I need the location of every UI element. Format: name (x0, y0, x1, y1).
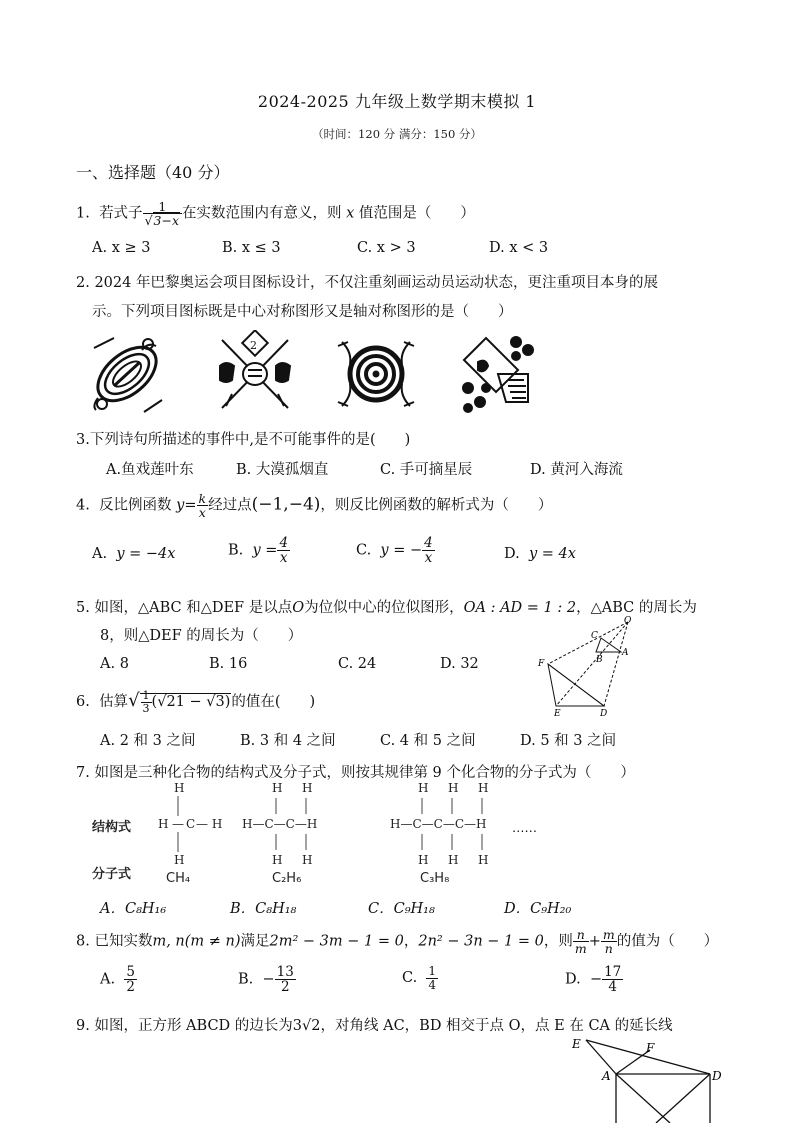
q8-frac-2-num: m (602, 927, 615, 942)
svg-text:H: H (418, 853, 429, 867)
q4-option-d (504, 546, 576, 562)
section-heading: 一、选择题（40 分） (76, 163, 230, 182)
svg-text:H: H (448, 853, 459, 867)
q6-root-sign: √ (128, 690, 140, 712)
q8-option-c (402, 965, 438, 991)
q8-option-b-den: 2 (280, 979, 290, 996)
q4-option-b-den: x (279, 550, 288, 567)
q4-option-c-den: x (424, 550, 433, 567)
q8-eq-2: 2n² − 3n − 1 = 0 (418, 933, 544, 950)
svg-text:H: H (174, 781, 185, 795)
q8-option-b (238, 965, 296, 994)
svg-text:— H: — H (196, 817, 223, 831)
q5-ratio: OA : AD = 1 : 2 (463, 600, 577, 616)
q5-label-o: O (624, 616, 632, 626)
q1-option-a: A. x ≥ 3 (92, 240, 151, 256)
svg-text:2: 2 (250, 339, 257, 352)
q5-option-d: D. 32 (440, 656, 479, 672)
q4-pre: 反比例函数 (99, 497, 172, 514)
q3-option-d: D. 黄河入海流 (530, 462, 623, 478)
q8-option-d-label: D. (565, 971, 581, 988)
basketball-court-icon (456, 330, 542, 418)
question-8 (76, 928, 718, 955)
svg-text:H—C—C—H: H—C—C—H (242, 817, 318, 831)
q4-y: y (176, 497, 185, 514)
q9-square-figure (560, 1034, 730, 1123)
q8-option-c-frac (426, 965, 438, 991)
q4-mid: 经过点 (208, 497, 252, 514)
q1-post2: 值范围是（ ） (358, 205, 475, 222)
q7-label-formula: 分子式 (92, 867, 132, 882)
q7-option-b: B．C₈H₁₈ (230, 901, 297, 917)
q6-root-body (140, 689, 232, 715)
q4-option-d-expr: y = 4x (528, 546, 576, 562)
svg-text:H: H (272, 781, 283, 795)
q5-o: O (292, 600, 305, 616)
q4-option-d-label: D. (504, 546, 520, 562)
svg-text:H: H (302, 853, 313, 867)
q7-label-struct: 结构式 (92, 820, 132, 835)
q8-option-a-label: A. (100, 971, 116, 988)
q1-option-b: B. x ≤ 3 (222, 240, 281, 256)
q2-line-1: 2. 2024 年巴黎奥运会项目图标设计，不仅注重刻画运动员运动状态，更注重项目本身的展 (76, 275, 658, 291)
q4-option-c-frac (422, 536, 435, 565)
q4-number: 4. (76, 497, 90, 514)
q5-option-a: A. 8 (100, 656, 129, 672)
q8-option-b-label: B. (238, 971, 254, 988)
q8-option-d-num: 17 (604, 964, 622, 980)
q7-structural-formulas (150, 780, 550, 870)
q5-option-b: B. 16 (209, 656, 248, 672)
q4-option-b-pre: y = (252, 542, 278, 559)
q1-root-sign: √ (144, 213, 153, 229)
q5-text-a: 5. 如图，△ABC 和△DEF 是以点 (76, 600, 293, 616)
question-4 (76, 492, 552, 519)
svg-text:H: H (158, 817, 169, 831)
svg-text:H: H (302, 781, 313, 795)
q8-option-a-frac (124, 965, 137, 994)
q8-option-c-num: 1 (428, 964, 437, 978)
q7-formula-1: CH₄ (166, 871, 191, 886)
svg-text:H—C—C—C—H: H—C—C—C—H (390, 817, 487, 831)
q8-frac-1 (573, 928, 589, 955)
q6-option-c: C. 4 和 5 之间 (380, 733, 476, 749)
q8-text-b: 满足 (240, 933, 270, 950)
q7-stem: 7. 如图是三种化合物的结构式及分子式，则按其规律第 9 个化合物的分子式为（ ） (76, 765, 635, 781)
q4-option-c (356, 536, 435, 565)
q5-label-e: E (554, 709, 561, 718)
q8-frac-2 (601, 928, 617, 955)
q7-formula-2: C₂H₆ (272, 871, 302, 886)
q6-option-d: D. 5 和 3 之间 (520, 733, 617, 749)
page-subtitle: （时间：120 分 满分：150 分） (312, 127, 482, 141)
q6-pre: 估算 (99, 694, 129, 711)
q7-ellipsis: …… (512, 820, 537, 835)
q8-option-d-den: 4 (608, 979, 617, 996)
q5-option-c: C. 24 (338, 656, 377, 672)
q8-option-d (565, 965, 623, 994)
svg-text:H: H (272, 853, 283, 867)
q6-option-a: A. 2 和 3 之间 (100, 733, 196, 749)
q4-option-c-label: C. (356, 542, 372, 559)
q8-option-a-den: 2 (126, 979, 135, 996)
q8-option-b-num: 13 (276, 964, 294, 980)
q4-eq: = (184, 497, 197, 514)
svg-text:—: — (172, 817, 184, 831)
q4-option-a-expr: y = −4x (116, 546, 176, 562)
fencing-icon (212, 330, 298, 418)
q1-frac-num: 1 (143, 200, 182, 214)
q9-label-a: A (602, 1069, 611, 1083)
q1-frac-den (143, 214, 182, 227)
q7-option-d: D．C₉H₂₀ (504, 901, 572, 917)
q7-option-c: C．C₉H₁₈ (368, 901, 435, 917)
q1-var: x (346, 205, 355, 222)
q3-stem: 3.下列诗句所描述的事件中,是不可能事件的是( ) (76, 432, 411, 448)
q4-option-a (92, 546, 175, 562)
track-cycling-icon (84, 330, 170, 418)
q8-plus: + (588, 933, 601, 950)
q1-post: 在实数范围内有意义，则 (182, 205, 342, 222)
q6-expr: (√21 − √3) (151, 694, 231, 711)
q5-label-d: D (600, 709, 608, 718)
svg-text:C: C (186, 817, 196, 831)
q8-option-c-label: C. (402, 970, 418, 987)
q8-frac-2-den: n (604, 941, 613, 957)
q8-eq-1: 2m² − 3m − 1 = 0 (269, 933, 404, 950)
q4-option-b (228, 536, 290, 565)
q8-text-d: ，则 (543, 933, 573, 950)
q8-option-b-sign: − (262, 971, 275, 988)
q8-vars: m, n(m ≠ n) (152, 933, 241, 950)
q3-option-c: C. 手可摘星辰 (380, 462, 473, 478)
page-title: 2024-2025 九年级上数学期末模拟 1 (257, 92, 537, 111)
q1-option-c: C. x > 3 (357, 240, 416, 256)
q5-label-a: A (622, 648, 629, 658)
q7-formula-3: C₃H₈ (420, 871, 450, 886)
q9-value: 3√2 (292, 1018, 321, 1034)
q5-label-c: C (591, 631, 598, 641)
q4-fraction (197, 492, 209, 519)
q8-option-a-num: 5 (126, 964, 135, 980)
q7-option-a: A．C₈H₁₆ (100, 901, 167, 917)
q5-text-c: ，△ABC 的周长为 (576, 600, 697, 616)
q4-option-b-label: B. (228, 542, 244, 559)
q8-option-d-frac (602, 965, 623, 994)
svg-text:H: H (174, 853, 185, 867)
svg-text:H: H (448, 781, 459, 795)
q9-label-d: D (712, 1069, 722, 1083)
q8-text-c: ， (403, 933, 419, 950)
q9-label-f: F (646, 1041, 655, 1055)
q4-option-b-num: 4 (279, 535, 289, 551)
q1-pre: 若式子 (99, 205, 143, 222)
q3-option-a: A.鱼戏莲叶东 (106, 462, 194, 478)
q9-label-e: E (572, 1037, 581, 1051)
question-9 (76, 1014, 673, 1035)
q8-frac-1-num: n (573, 928, 589, 942)
svg-text:H: H (478, 853, 489, 867)
q6-frac-den: 3 (142, 701, 150, 715)
q1-root-content: 3−x (153, 213, 180, 229)
q5-similar-triangles-figure (530, 614, 650, 718)
q6-post: 的值在( ) (231, 694, 316, 711)
q4-point: (−1,−4) (251, 494, 321, 515)
q4-option-b-frac (277, 536, 290, 565)
q8-text-e: 的值为（ ） (616, 933, 719, 950)
q4-k: k (198, 491, 207, 506)
q8-option-c-den: 4 (428, 977, 437, 992)
q5-label-b: B (596, 655, 603, 665)
svg-text:H: H (418, 781, 429, 795)
q2-line-2: 示。下列项目图标既是中心对称图形又是轴对称图形的是（ ） (92, 304, 513, 320)
q9-text-b: ，对角线 AC，BD 相交于点 O，点 E 在 CA 的延长线 (320, 1018, 673, 1034)
q8-frac-1-den: m (574, 941, 587, 957)
q6-number: 6. (76, 694, 90, 711)
q6-frac-num: 1 (142, 689, 150, 702)
archery-target-icon (336, 332, 416, 416)
q3-option-b: B. 大漠孤烟直 (236, 462, 329, 478)
q1-fraction (143, 200, 182, 227)
svg-text:H: H (478, 781, 489, 795)
q9-text-a: 9. 如图，正方形 ABCD 的边长为 (76, 1018, 293, 1034)
q4-option-c-num: 4 (424, 535, 433, 551)
q8-option-a (100, 965, 137, 994)
q6-frac (141, 690, 152, 714)
question-1 (76, 200, 475, 227)
q8-text-a: 8. 已知实数 (76, 933, 153, 950)
q8-option-d-sign: − (589, 971, 603, 988)
q6-option-b: B. 3 和 4 之间 (240, 733, 336, 749)
q4-option-c-pre: y = − (380, 542, 423, 559)
q5-line-2: 8，则△DEF 的周长为（ ） (100, 628, 303, 644)
question-6 (76, 690, 315, 714)
q5-label-f: F (538, 659, 545, 669)
q4-post: ，则反比例函数的解析式为（ ） (320, 497, 553, 514)
q1-option-d: D. x < 3 (489, 240, 549, 256)
q5-text-b: 为位似中心的位似图形， (304, 600, 464, 616)
q4-option-a-label: A. (92, 546, 108, 562)
q8-option-b-frac (275, 965, 296, 994)
q1-number: 1. (76, 205, 90, 222)
q4-x: x (198, 505, 206, 521)
